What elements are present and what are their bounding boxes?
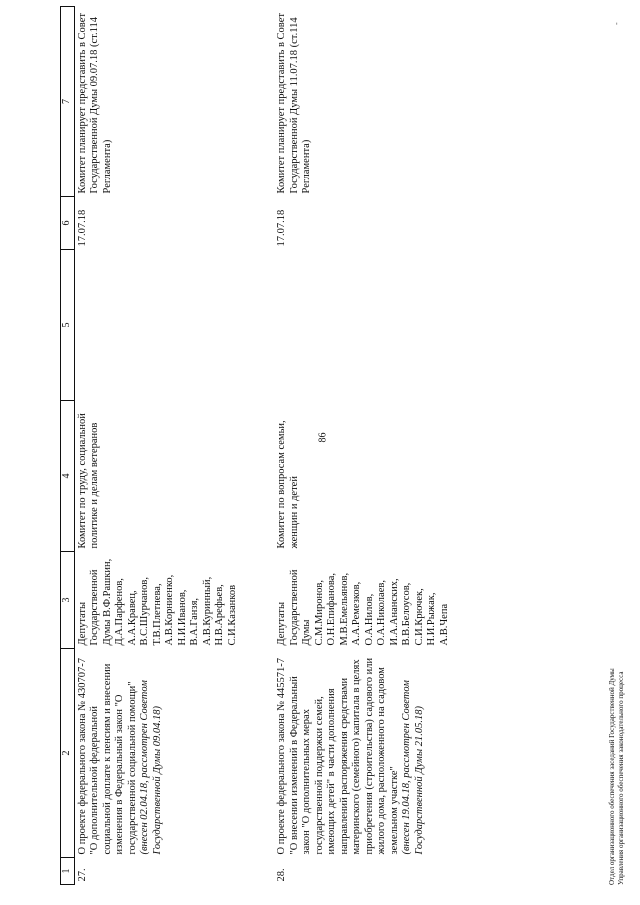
bill-col5 <box>74 250 274 401</box>
bill-committee: Комитет по труду, социальной политике и делам ветеранов <box>76 413 100 549</box>
corner-mark: - <box>612 22 621 25</box>
col-header-5: 5 <box>61 250 75 401</box>
bill-plan: Комитет планирует представить в Совет Государственной Думы 11.07.18 (ст.114 Регламента) <box>276 13 312 194</box>
col-header-3: 3 <box>61 552 75 649</box>
bills-table <box>60 6 574 885</box>
header-row <box>61 7 75 885</box>
col-header-1: 1 <box>61 858 75 885</box>
col-header-7: 7 <box>61 7 75 197</box>
page-number: 86 <box>317 432 329 443</box>
bill-date: 17.07.18 <box>276 209 287 247</box>
col-header-2: 2 <box>61 649 75 858</box>
bill-title: О проекте федерального закона № 430707-7 "О дополнительной федеральной социальной доплате к пенсиям и внесении изменения в Федеральный закон "О государственной социальной помощи" <box>76 655 138 855</box>
row-number: 28. <box>276 868 287 882</box>
bill-col5 <box>274 250 574 401</box>
bill-date: 17.07.18 <box>76 209 88 247</box>
bill-title-cell <box>274 649 574 858</box>
col-header-4: 4 <box>61 401 75 552</box>
bill-authors: Депутаты Государственной Думы В.Ф.Рашкин, Д.А.Парфенов, А.А.Кравец, В.С.Шурчанов, Т.В.Плетнева, А.В.Корниенко, Н.И.Иванов, В.А.Ганзя, А.В.Куринный, Н.В.Арефьев, С.И.Казанков <box>76 558 238 646</box>
bill-plan: Комитет планирует представить в Совет Государственной Думы 09.07.18 (ст.114 Регламента) <box>76 13 113 194</box>
bill-note: (внесен 19.04.18, рассмотрен Советом Государственной Думы 21.05.18) <box>401 680 425 855</box>
bill-title: О проекте федерального закона № 445571-7 "О внесении изменений в Федеральный закон "О дополнительных мерах государственной поддержки семей, имеющих детей" в части дополнения направлений распоряжения средствами материнского (семейного) капитала в целях приобретения (строительства) садового или жилого дома, расположенного на садовом земельном участке" <box>276 655 400 855</box>
table-row <box>274 7 574 885</box>
bill-authors: Депутаты Государственной Думы С.М.Миронов, О.Н.Епифанова, М.В.Емельянов, А.А.Ремезков, О.А.Нилов, О.А.Николаев, И.А.Ананских, В.В.Белоусов, С.И.Крючек, Н.И.Рыжак, А.В.Чепа <box>276 569 450 646</box>
bill-title-cell <box>74 649 274 858</box>
row-number: 27. <box>76 868 88 882</box>
footer-line-1: Отдел организационного обеспечения заседаний Государственной Думы <box>608 668 616 885</box>
page-footer <box>608 668 626 885</box>
bill-note: (внесен 02.04.18, рассмотрен Советом Государственной Думы 09.04.18) <box>139 680 163 855</box>
bill-committee: Комитет по вопросам семьи, женщин и детей <box>276 420 300 549</box>
table-row <box>74 7 274 885</box>
footer-line-2: Управления организационного обеспечения законодательного процесса <box>617 671 625 885</box>
col-header-6: 6 <box>61 197 75 250</box>
